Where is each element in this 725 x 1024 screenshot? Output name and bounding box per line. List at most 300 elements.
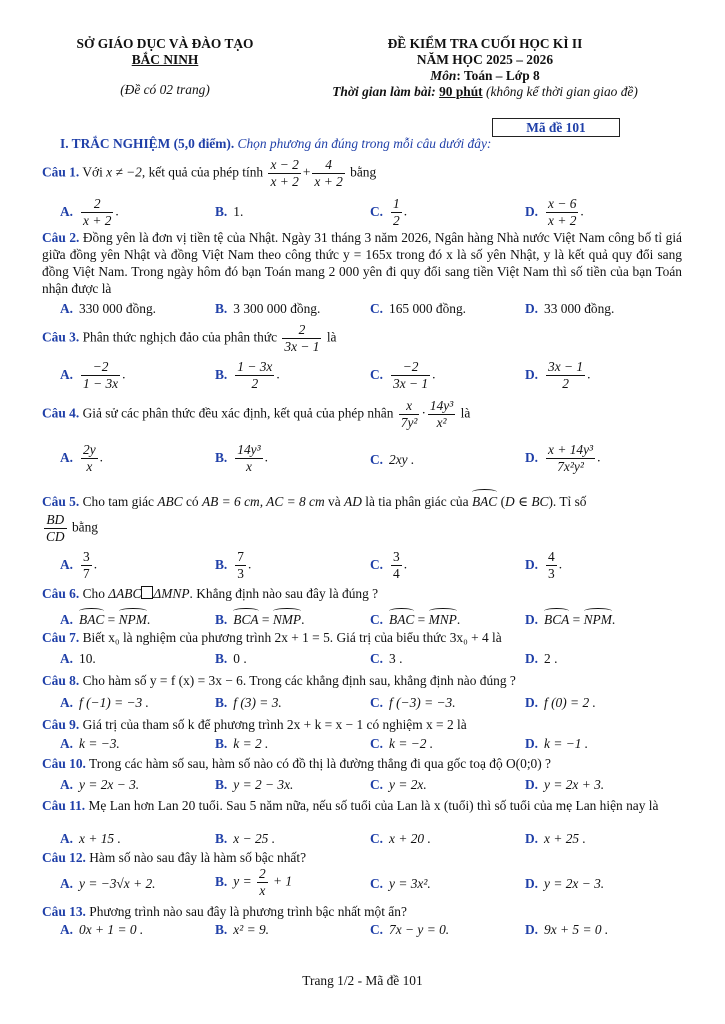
fraction: [235, 549, 246, 582]
question-math: AD: [344, 494, 362, 509]
angle-symbol: BCA: [233, 608, 258, 628]
option-tail: .: [587, 366, 591, 382]
operator: =: [414, 612, 429, 627]
denominator: x + 2: [548, 213, 577, 228]
option-c[interactable]: [370, 695, 456, 711]
fraction: [546, 196, 578, 229]
question-6: [42, 585, 682, 602]
option-value: 10.: [79, 651, 96, 666]
option-a[interactable]: [60, 922, 143, 938]
fraction: [81, 549, 92, 582]
section-instruction: Chọn phương án đúng trong mỗi câu dưới đây:: [234, 136, 492, 151]
fraction: [428, 398, 455, 431]
option-letter: D.: [525, 301, 539, 316]
option-b[interactable]: [215, 777, 293, 793]
option-b[interactable]: [215, 831, 275, 847]
option-a[interactable]: [60, 777, 139, 793]
option-c[interactable]: [370, 922, 449, 938]
question-label: Câu 9.: [42, 717, 80, 732]
question-text: Cho tam giác: [79, 494, 158, 509]
option-c[interactable]: [370, 549, 407, 582]
denominator: 3x − 1: [393, 376, 429, 391]
option-letter: A.: [60, 831, 74, 846]
numerator: x − 6: [548, 196, 577, 211]
option-letter: D.: [525, 831, 539, 846]
numerator: −2: [391, 359, 430, 376]
numerator: 2y: [83, 442, 96, 457]
denominator: 3x − 1: [284, 339, 320, 354]
option-letter: D.: [525, 695, 539, 710]
option-tail: + 1: [269, 873, 293, 889]
option-letter: A.: [60, 366, 74, 382]
question-1: [42, 157, 682, 190]
numerator: 2: [282, 322, 321, 339]
fraction: [257, 866, 268, 899]
question-12: [42, 849, 682, 866]
option-c[interactable]: [370, 831, 431, 847]
option-value: 9x + 5 = 0 .: [544, 922, 609, 937]
denominator: 2: [251, 376, 259, 391]
denominator: 3: [548, 566, 555, 581]
option-letter: A.: [60, 556, 74, 572]
question-label: Câu 12.: [42, 850, 86, 865]
question-text: Mẹ Lan hơn Lan 20 tuổi. Sau 5 năm nữa, nếu số tuổi của Lan là x (tuổi) thì số tuổi của mẹ Lan hiện nay là: [85, 798, 659, 813]
subject-line: [290, 68, 680, 84]
option-letter: A.: [60, 695, 74, 710]
fraction: [546, 442, 595, 475]
option-tail: .: [597, 449, 601, 465]
question-label: Câu 2.: [42, 230, 80, 245]
option-letter: B.: [215, 831, 228, 846]
similarity-box-icon: [141, 586, 153, 599]
option-value: 33 000 đồng.: [544, 301, 615, 316]
denominator: 2: [393, 213, 400, 228]
fraction: [391, 549, 402, 582]
option-tail: .: [403, 556, 408, 572]
denominator: x: [245, 459, 252, 474]
options-8: [60, 695, 680, 715]
question-label: Câu 7.: [42, 630, 80, 645]
option-letter: B.: [215, 777, 228, 792]
question-2: [42, 229, 682, 297]
numerator: 1 − 3x: [237, 359, 273, 374]
option-a[interactable]: [60, 608, 150, 628]
numerator: −2: [81, 359, 120, 376]
option-letter: A.: [60, 612, 74, 627]
options-9: [60, 736, 680, 756]
question-10: [42, 755, 682, 772]
angle-symbol: NMP: [273, 608, 301, 628]
option-value: 3 300 000 đồng.: [233, 301, 321, 316]
option-tail: .: [115, 203, 119, 219]
numerator: 3: [83, 549, 90, 564]
option-value: x² = 9.: [233, 922, 270, 937]
question-5: [42, 489, 682, 510]
denominator: 1 − 3x: [83, 376, 119, 391]
option-letter: C.: [370, 556, 384, 572]
option-letter: C.: [370, 831, 384, 846]
question-text: Giả sử các phân thức đều xác định, kết quả của phép nhân: [79, 405, 397, 421]
option-d[interactable]: [525, 442, 600, 475]
question-text: . Khẳng định nào sau đây là đúng ?: [189, 586, 379, 601]
denominator: 4: [393, 566, 400, 581]
option-value: k = −2 .: [389, 736, 434, 751]
option-b[interactable]: [215, 608, 304, 628]
option-b[interactable]: [215, 359, 280, 392]
option-letter: C.: [370, 203, 384, 219]
denominator: 7y²: [400, 415, 418, 430]
option-d[interactable]: [525, 549, 562, 582]
numerator: 4: [548, 549, 555, 564]
option-value: f (3) = 3.: [233, 695, 282, 710]
fraction: [81, 196, 113, 229]
options-6: [60, 608, 680, 628]
option-tail: .: [580, 203, 584, 219]
question-label: Câu 6.: [42, 586, 80, 601]
numerator: 2: [258, 866, 266, 881]
question-text: bằng: [346, 164, 377, 180]
question-math: D ∈ BC: [505, 494, 549, 509]
question-text: ). Tỉ số: [548, 494, 587, 509]
option-tail: .: [456, 612, 461, 627]
option-value: y = −3√x + 2.: [79, 876, 156, 891]
exam-code-box: Mã đề 101: [492, 118, 620, 137]
option-value: f (0) = 2 .: [544, 695, 596, 710]
option-letter: A.: [60, 736, 74, 751]
numerator: 14y³: [237, 442, 261, 457]
question-text: Cho hàm số y = f (x) = 3x − 6. Trong các khẳng định sau, khẳng định nào đúng ?: [79, 673, 516, 688]
option-a[interactable]: [60, 301, 156, 317]
option-value: k = −3.: [79, 736, 120, 751]
option-letter: C.: [370, 736, 384, 751]
option-c[interactable]: [370, 876, 431, 892]
option-letter: D.: [525, 651, 539, 666]
option-a[interactable]: [60, 442, 103, 475]
subject-label: Môn: [430, 68, 457, 83]
option-value: 165 000 đồng.: [389, 301, 467, 316]
section-title: [60, 136, 491, 152]
option-d[interactable]: [525, 736, 588, 752]
fraction: [235, 359, 274, 392]
question-3: [42, 322, 682, 355]
option-tail: .: [611, 612, 616, 627]
option-d[interactable]: [525, 359, 590, 392]
question-math: x ≠ −2: [106, 164, 142, 180]
angle-symbol: BCA: [544, 608, 569, 628]
option-letter: B.: [215, 301, 228, 316]
fraction: [81, 359, 120, 392]
fraction: [391, 196, 402, 229]
exam-header: [290, 36, 680, 100]
option-tail: .: [122, 366, 126, 382]
numerator: 7: [237, 549, 244, 564]
option-value: 1.: [233, 204, 244, 219]
option-letter: A.: [60, 651, 74, 666]
option-letter: A.: [60, 449, 74, 465]
time-line: [290, 84, 680, 100]
option-a[interactable]: [60, 876, 156, 892]
question-5-line2: [42, 512, 682, 545]
option-b[interactable]: [215, 695, 282, 711]
option-letter: D.: [525, 777, 539, 792]
option-value: x + 20 .: [389, 831, 431, 846]
option-b[interactable]: [215, 442, 268, 475]
option-a[interactable]: [60, 549, 97, 582]
option-letter: D.: [525, 203, 539, 219]
question-text: Phương trình nào sau đây là phương trình bậc nhất một ẩn?: [85, 904, 407, 919]
question-text: và: [324, 494, 345, 509]
question-label: Câu 1.: [42, 164, 80, 180]
option-value: 0x + 1 = 0 .: [79, 922, 144, 937]
province-name: BẮC NINH: [131, 52, 199, 67]
option-letter: C.: [370, 922, 384, 937]
option-d[interactable]: [525, 876, 604, 892]
option-tail: .: [93, 556, 98, 572]
option-c[interactable]: [370, 777, 427, 793]
fraction: [44, 512, 67, 545]
option-a[interactable]: [60, 736, 120, 752]
question-label: Câu 10.: [42, 756, 86, 771]
subject-value: : Toán – Lớp 8: [456, 68, 540, 83]
question-4: [42, 398, 682, 431]
option-c[interactable]: [370, 651, 402, 667]
option-value: 0 .: [233, 651, 247, 666]
operator: =: [258, 612, 273, 627]
option-letter: A.: [60, 777, 74, 792]
operator: +: [302, 164, 311, 180]
option-tail: .: [264, 449, 268, 465]
option-value: f (−1) = −3 .: [79, 695, 149, 710]
option-letter: D.: [525, 449, 539, 465]
option-letter: B.: [215, 651, 228, 666]
option-letter: B.: [215, 556, 228, 572]
option-letter: A.: [60, 301, 74, 316]
option-value: y = 2x − 3.: [544, 876, 605, 891]
question-text: là: [457, 405, 471, 421]
option-value: 2 .: [544, 651, 558, 666]
fraction: [399, 398, 420, 431]
option-value: y =: [233, 873, 255, 889]
option-letter: A.: [60, 203, 74, 219]
numerator: x − 2: [270, 157, 299, 172]
question-math: ΔMNP: [153, 586, 190, 601]
option-a[interactable]: [60, 695, 149, 711]
option-value: k = 2 .: [233, 736, 269, 751]
option-b[interactable]: [215, 736, 268, 752]
option-b[interactable]: [215, 651, 247, 667]
question-text: có: [182, 494, 202, 509]
option-b[interactable]: [215, 549, 251, 582]
option-c[interactable]: [370, 196, 407, 229]
question-text: Giá trị của tham số k để phương trình 2x + k = x − 1 có nghiệm x = 2 là: [79, 717, 467, 732]
department-header: [40, 36, 290, 98]
school-year: NĂM HỌC 2025 – 2026: [416, 52, 554, 67]
option-letter: B.: [215, 873, 228, 889]
numerator: x: [399, 398, 420, 415]
option-a[interactable]: [60, 651, 96, 667]
option-d[interactable]: [525, 196, 584, 229]
denominator: x + 2: [314, 174, 343, 189]
option-c[interactable]: [370, 608, 460, 628]
question-label: Câu 4.: [42, 405, 80, 421]
options-3: [60, 359, 680, 391]
fraction: [546, 549, 557, 582]
question-11: [42, 797, 682, 814]
fraction: [282, 322, 321, 355]
option-c[interactable]: [370, 301, 466, 317]
option-value: y = 3x².: [389, 876, 431, 891]
question-text: Biết x₀ là nghiệm của phương trình 2x + 1 = 5. Giá trị của biểu thức 3x₀ + 4 là: [79, 630, 502, 645]
option-value: y = 2x − 3.: [79, 777, 140, 792]
question-label: Câu 3.: [42, 329, 80, 345]
option-value: x + 25 .: [544, 831, 586, 846]
option-letter: D.: [525, 556, 539, 572]
option-letter: D.: [525, 922, 539, 937]
option-b[interactable]: [215, 922, 269, 938]
denominator: 3: [237, 566, 244, 581]
question-text: Hàm số nào sau đây là hàm số bậc nhất?: [85, 850, 307, 865]
question-label: Câu 5.: [42, 494, 80, 509]
option-letter: B.: [215, 695, 228, 710]
option-letter: C.: [370, 777, 384, 792]
option-a[interactable]: [60, 196, 119, 229]
option-letter: D.: [525, 876, 539, 891]
option-value: y = 2x + 3.: [544, 777, 605, 792]
numerator: 3: [393, 549, 400, 564]
options-2: [60, 301, 680, 321]
question-label: Câu 8.: [42, 673, 80, 688]
numerator: 3x − 1: [548, 359, 584, 374]
option-value: y = 2 − 3x.: [233, 777, 294, 792]
option-value: k = −1 .: [544, 736, 589, 751]
time-note: (không kể thời gian giao đề): [482, 84, 638, 99]
fraction: [235, 442, 262, 475]
option-a[interactable]: [60, 831, 121, 847]
denominator: CD: [46, 529, 65, 544]
denominator: x: [259, 883, 266, 898]
question-text: là tia phân giác của: [361, 494, 472, 509]
question-text: là: [323, 329, 337, 345]
angle-symbol: BAC: [389, 608, 414, 628]
option-letter: C.: [370, 301, 384, 316]
question-text: (: [497, 494, 506, 509]
option-tail: .: [146, 612, 151, 627]
option-b[interactable]: [215, 204, 243, 220]
question-math: ΔABC: [108, 586, 142, 601]
option-letter: C.: [370, 366, 384, 382]
option-value: 2xy .: [389, 452, 415, 467]
options-4: [60, 442, 680, 474]
option-letter: D.: [525, 612, 539, 627]
option-tail: .: [432, 366, 436, 382]
option-a[interactable]: [60, 359, 125, 392]
question-math: ABC: [157, 494, 183, 509]
denominator: 2: [562, 376, 569, 391]
denominator: x: [86, 459, 93, 474]
denominator: x + 2: [270, 174, 299, 189]
option-letter: B.: [215, 736, 228, 751]
option-value: f (−3) = −3.: [389, 695, 456, 710]
denominator: x²: [436, 415, 447, 430]
option-d[interactable]: [525, 651, 557, 667]
angle-symbol: BAC: [472, 489, 497, 510]
exam-title: ĐỀ KIỂM TRA CUỐI HỌC KÌ II: [387, 36, 583, 51]
option-d[interactable]: [525, 831, 586, 847]
option-c[interactable]: [370, 452, 414, 468]
option-letter: B.: [215, 612, 228, 627]
option-letter: B.: [215, 366, 228, 382]
option-b[interactable]: [215, 866, 292, 899]
question-text: Cho: [79, 586, 109, 601]
operator: =: [104, 612, 119, 627]
angle-symbol: MNP: [429, 608, 457, 628]
option-letter: C.: [370, 612, 384, 627]
time-label: Thời gian làm bài:: [332, 84, 440, 99]
options-5: [60, 549, 680, 581]
option-c[interactable]: [370, 736, 433, 752]
operator: ·: [421, 405, 426, 421]
option-value: 330 000 đồng.: [79, 301, 157, 316]
angle-symbol: NPM: [119, 608, 147, 628]
option-letter: B.: [215, 922, 228, 937]
numerator: BD: [44, 512, 67, 529]
question-13: [42, 903, 682, 920]
question-text: Trong các hàm số sau, hàm số nào có đồ thị là đường thẳng đi qua gốc toạ độ O(0;0) ?: [85, 756, 551, 771]
option-tail: .: [558, 556, 563, 572]
option-letter: C.: [370, 876, 384, 891]
option-tail: .: [403, 203, 408, 219]
numerator: 1: [393, 196, 400, 211]
angle-symbol: NPM: [584, 608, 612, 628]
option-b[interactable]: [215, 301, 320, 317]
denominator: 7x²y²: [557, 459, 584, 474]
option-d[interactable]: [525, 608, 615, 628]
question-text: Phân thức nghịch đảo của phân thức: [79, 329, 281, 345]
denominator: 7: [83, 566, 90, 581]
option-letter: A.: [60, 922, 74, 937]
option-tail: .: [247, 556, 252, 572]
options-10: [60, 777, 680, 797]
options-11: [60, 831, 680, 851]
option-letter: C.: [370, 452, 384, 467]
option-value: x + 15 .: [79, 831, 121, 846]
option-d[interactable]: [525, 695, 596, 711]
question-text: , kết quả của phép tính: [141, 164, 267, 180]
option-c[interactable]: [370, 359, 435, 392]
option-d[interactable]: [525, 301, 614, 317]
options-13: [60, 922, 680, 942]
option-letter: A.: [60, 876, 74, 891]
option-letter: D.: [525, 366, 539, 382]
question-9: [42, 716, 682, 733]
option-d[interactable]: [525, 922, 608, 938]
option-d[interactable]: [525, 777, 604, 793]
page-footer: Trang 1/2 - Mã đề 101: [302, 973, 423, 988]
section-heading: I. TRẮC NGHIỆM (5,0 điểm).: [60, 136, 235, 151]
option-letter: D.: [525, 736, 539, 751]
question-text: Đồng yên là đơn vị tiền tệ của Nhật. Ngày 31 tháng 3 năm 2026, Ngân hàng Nhà nước Việt Nam công bố tỉ giá giữa đồng yên Nhật và đồng Việt Nam theo công thức y = 165x trong đó x là số yên Nhật, y là kết quả quy đổi sang đồng Việt Nam. Trong ngày hôm đó bạn Toán mang 2 000 yên đi quy đổi sang tiền Việt Nam thì số tiền của bạn Toán nhận được là: [42, 230, 682, 296]
option-tail: .: [276, 366, 280, 382]
operator: =: [569, 612, 584, 627]
question-7: [42, 629, 682, 646]
question-text: bằng: [68, 519, 98, 535]
fraction: [312, 157, 344, 190]
angle-symbol: BAC: [79, 608, 104, 628]
question-text: Với: [79, 164, 107, 180]
option-value: 7x − y = 0.: [389, 922, 450, 937]
options-1: [60, 196, 680, 228]
options-12: [60, 866, 680, 898]
